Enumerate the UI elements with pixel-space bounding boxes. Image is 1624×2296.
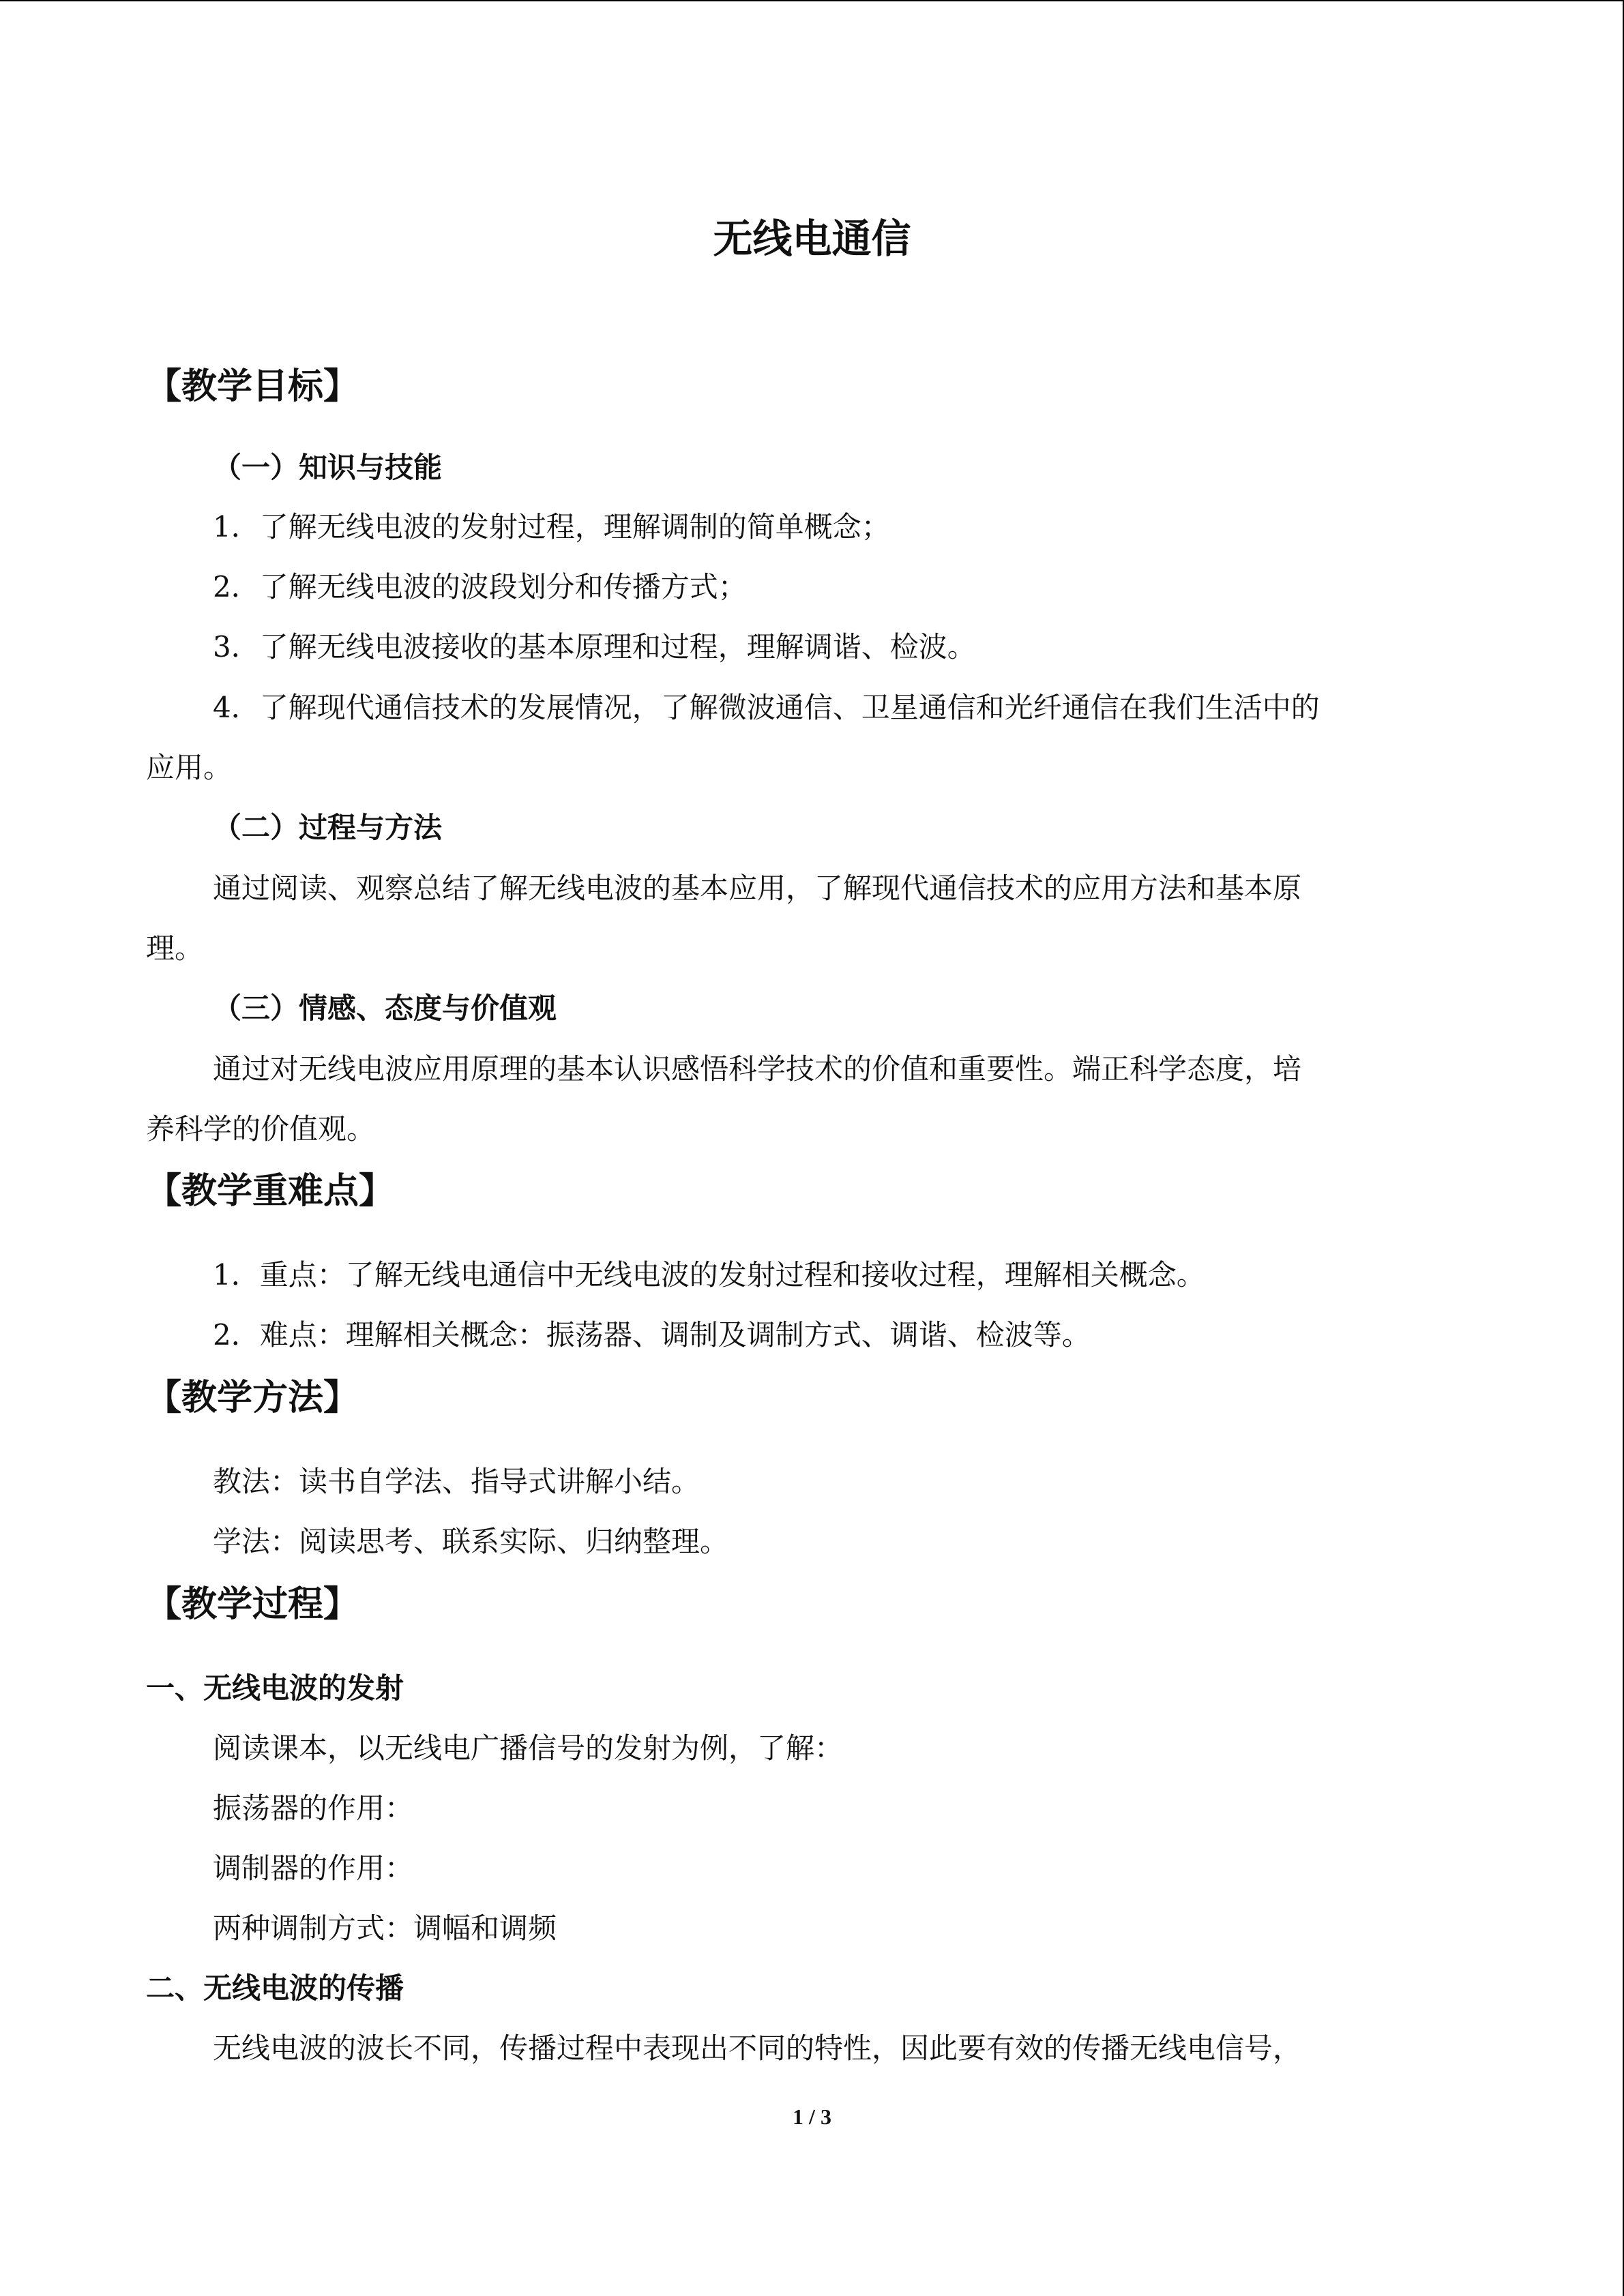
part1-line-2: 振荡器的作用：	[213, 1791, 414, 1825]
knowledge-item-4: 4．了解现代通信技术的发展情况，了解微波通信、卫星通信和光纤通信在我们生活中的	[213, 691, 1320, 724]
part1-line-1: 阅读课本，以无线电广播信号的发射为例，了解：	[213, 1731, 844, 1765]
part1-heading: 一、无线电波的发射	[146, 1671, 404, 1705]
knowledge-item-3: 3．了解无线电波接收的基本原理和过程，理解调谐、检波。	[213, 630, 976, 664]
emotion-text-1: 通过对无线电波应用原理的基本认识感悟科学技术的价值和重要性。端正科学态度，培	[213, 1052, 1302, 1086]
method-teaching: 教法：读书自学法、指导式讲解小结。	[213, 1465, 700, 1498]
part2-line-1: 无线电波的波长不同，传播过程中表现出不同的特性，因此要有效的传播无线电信号，	[213, 2031, 1302, 2065]
subheading-emotion: （三）情感、态度与价值观	[213, 992, 557, 1025]
heading-objectives: 【教学目标】	[146, 366, 359, 407]
knowledge-item-4-cont: 应用。	[146, 751, 233, 784]
page-number: 1 / 3	[793, 2104, 831, 2129]
heading-procedure: 【教学过程】	[146, 1584, 359, 1625]
knowledge-item-1: 1．了解无线电波的发射过程，理解调制的简单概念；	[213, 510, 890, 543]
process-text-1: 通过阅读、观察总结了解无线电波的基本应用，了解现代通信技术的应用方法和基本原	[213, 871, 1302, 905]
key-point-2: 2．难点：理解相关概念：振荡器、调制及调制方式、调谐、检波等。	[213, 1318, 1091, 1352]
subheading-knowledge: （一）知识与技能	[213, 451, 443, 484]
heading-key-points: 【教学重难点】	[146, 1171, 395, 1212]
emotion-text-2: 养科学的价值观。	[146, 1112, 376, 1146]
method-learning: 学法：阅读思考、联系实际、归纳整理。	[213, 1525, 729, 1558]
part1-line-4: 两种调制方式：调幅和调频	[213, 1911, 557, 1945]
part2-heading: 二、无线电波的传播	[146, 1971, 404, 2005]
heading-methods: 【教学方法】	[146, 1377, 359, 1418]
key-point-1: 1．重点：了解无线电通信中无线电波的发射过程和接收过程，理解相关概念。	[213, 1258, 1205, 1292]
subheading-process: （二）过程与方法	[213, 811, 443, 844]
process-text-2: 理。	[146, 931, 204, 965]
document-title: 无线电通信	[713, 215, 911, 262]
knowledge-item-2: 2．了解无线电波的波段划分和传播方式；	[213, 570, 747, 603]
part1-line-3: 调制器的作用：	[213, 1851, 414, 1885]
